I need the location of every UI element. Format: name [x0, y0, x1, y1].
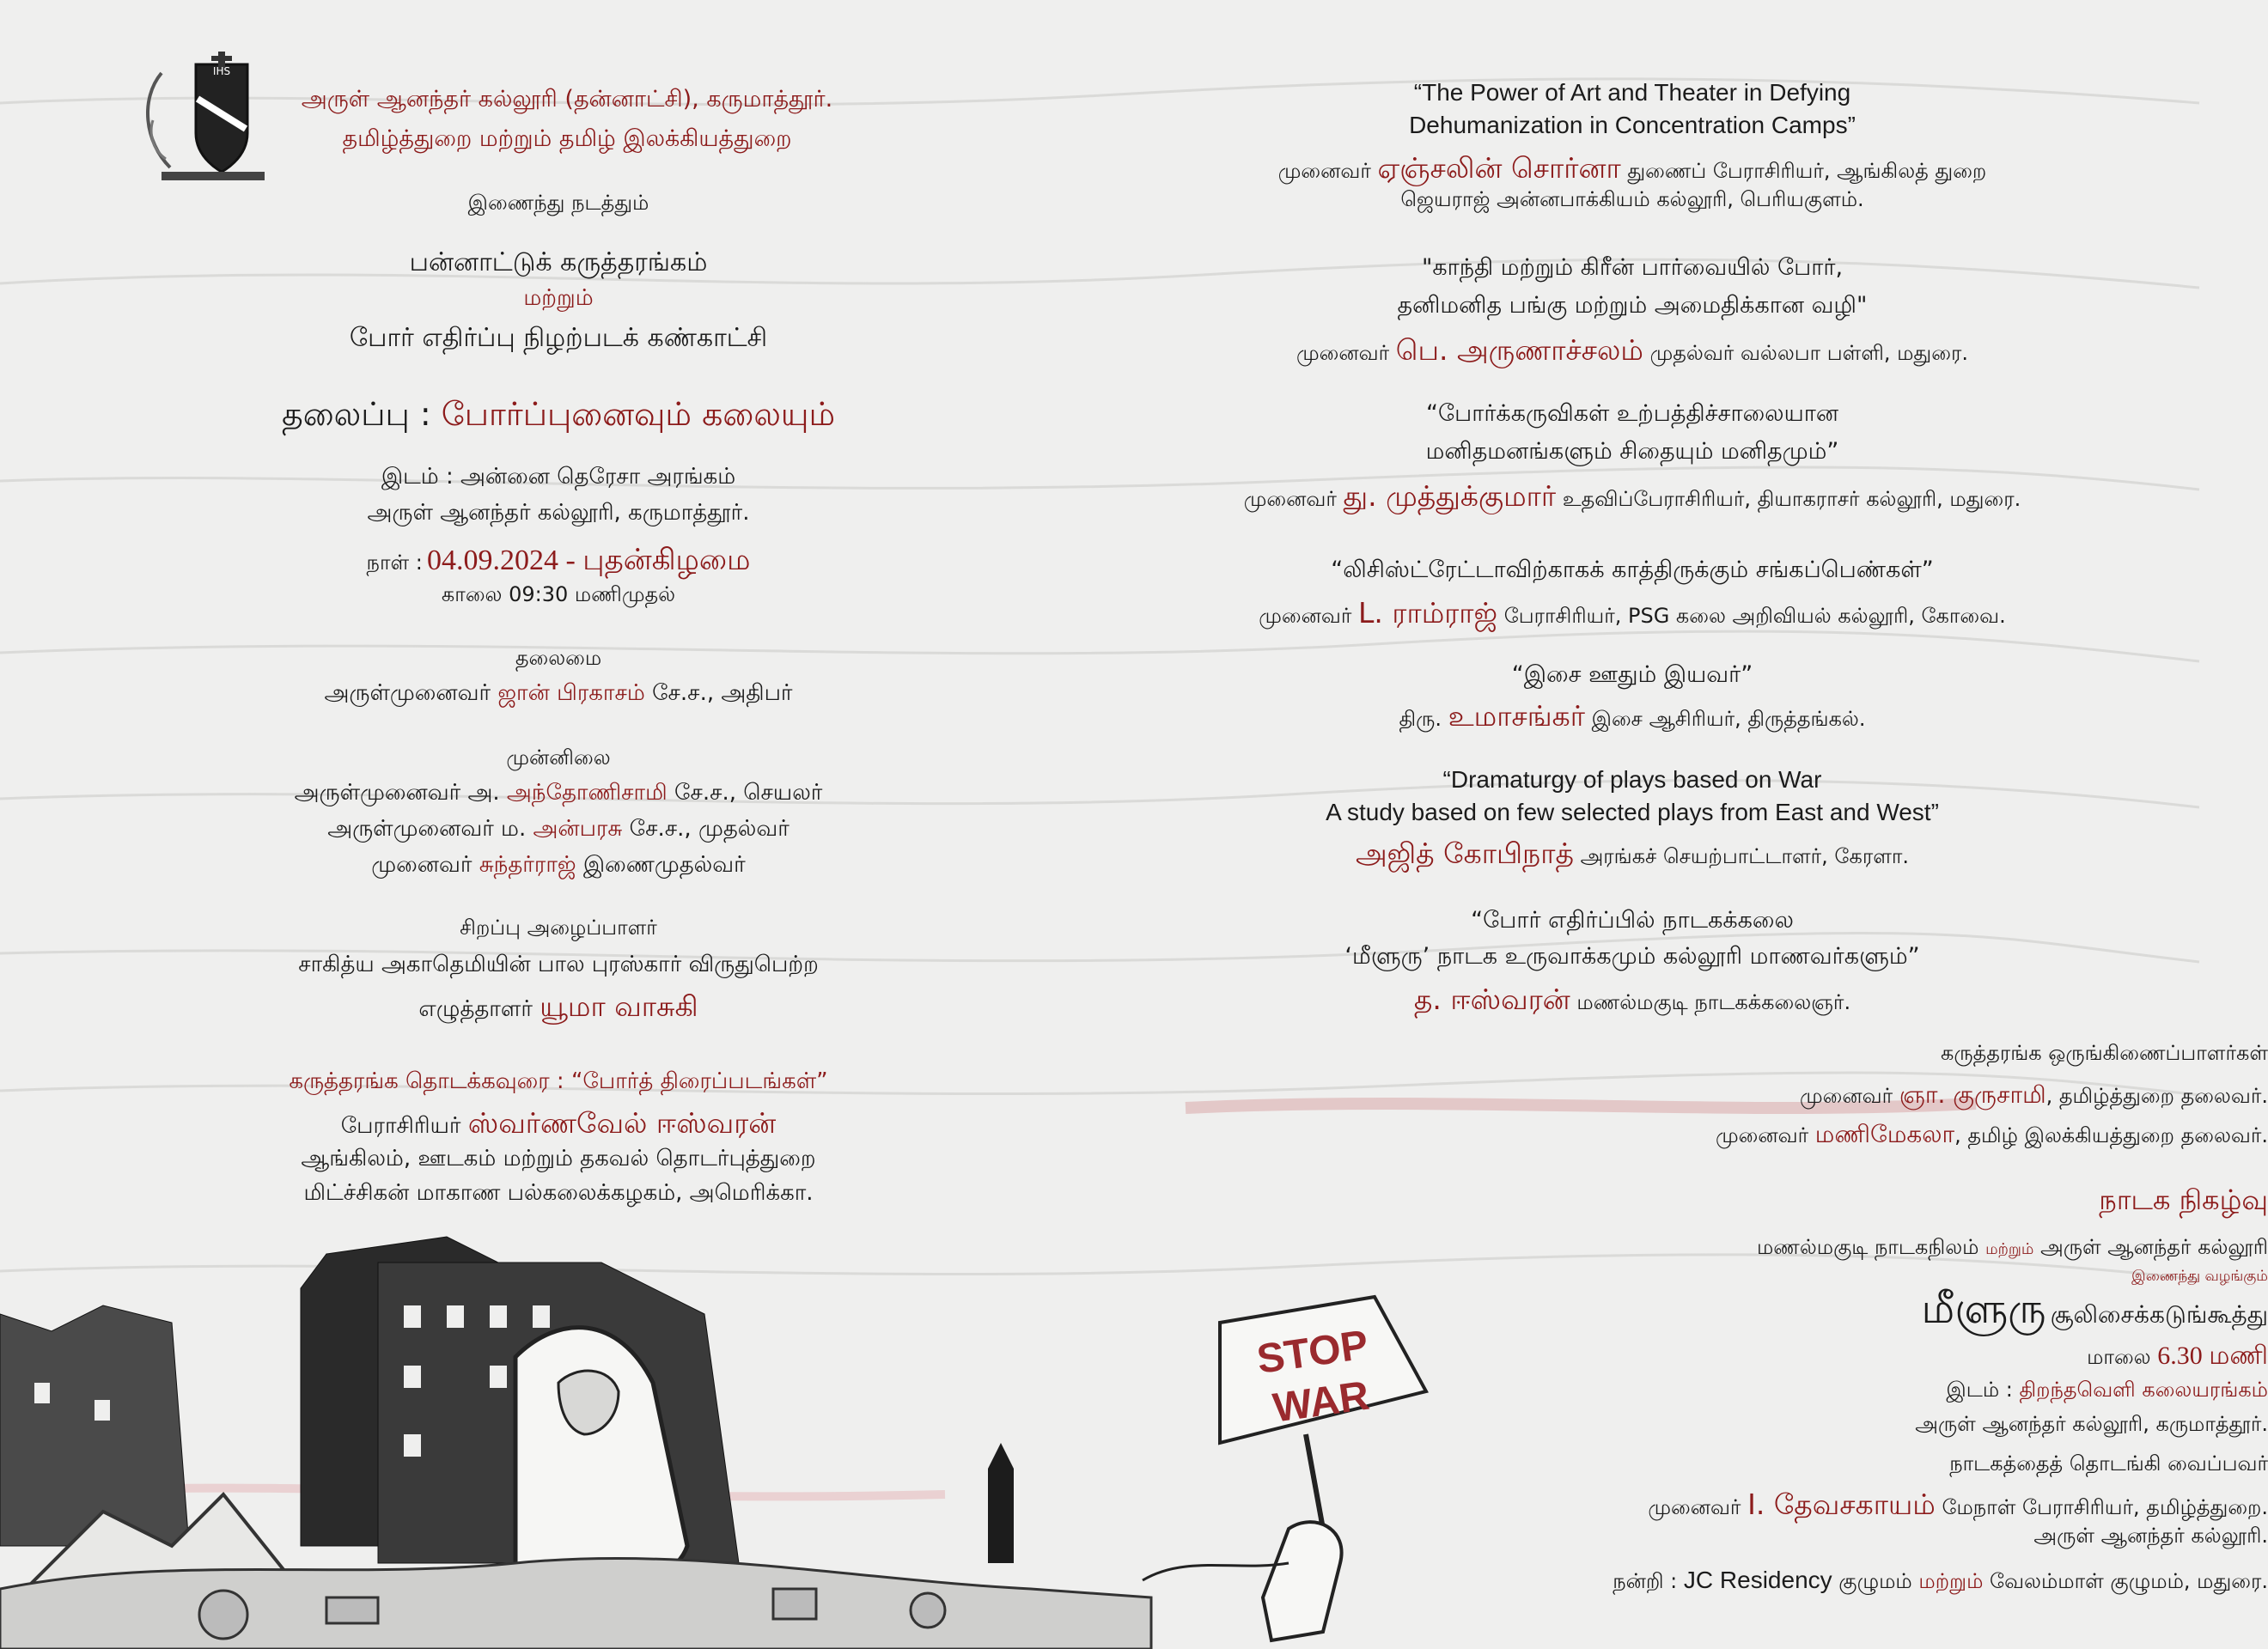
dept-name: தமிழ்த்துறை மற்றும் தமிழ் இலக்கியத்துறை	[342, 125, 792, 152]
coord-role: , தமிழ் இலக்கியத்துறை தலைவர்.	[1954, 1123, 2268, 1147]
presence-row	[0, 852, 1117, 880]
speaker-role: பேராசிரியர், PSG கலை அறிவியல் கல்லூரி, கோவை.	[1503, 604, 2006, 628]
presence-row	[0, 780, 1117, 808]
drama-open-role: மேநாள் பேராசிரியர், தமிழ்த்துறை.	[1942, 1495, 2268, 1519]
guest-name: யூமா வாசுகி	[540, 989, 698, 1023]
drama-subtitle: சூலிசைக்கடுங்கூத்து	[2050, 1300, 2268, 1329]
presence-row	[0, 816, 1117, 844]
speaker-name: அஜித் கோபிநாத்	[1355, 837, 1574, 870]
svg-text:IHS: IHS	[212, 65, 231, 77]
speaker-prefix: முனைவர்	[1296, 341, 1390, 365]
talk-speaker-row	[1117, 151, 2148, 189]
thanks-label: நன்றி :	[1613, 1569, 1678, 1593]
speaker-role-2: ஜெயராஜ் அன்னபாக்கியம் கல்லூரி, பெரியகுளம்.	[1400, 187, 1864, 211]
speaker-name: பெ. அருணாச்சலம்	[1395, 333, 1643, 367]
speaker-role: துணைப் பேராசிரியர், ஆங்கிலத் துறை	[1627, 159, 1987, 183]
presided-name: ஜான் பிரகாசம்	[497, 680, 645, 706]
thanks-group1: குழுமம்	[1838, 1569, 1912, 1593]
drama-venue-row	[1946, 1378, 2268, 1404]
talk-title: A study based on few selected plays from East and West”	[1326, 799, 1939, 825]
drama-org-row	[1757, 1235, 2268, 1262]
talk-speaker-row	[1117, 699, 2148, 737]
presence-name: அன்பரசு	[533, 816, 623, 842]
talk-title: “Dramaturgy of plays based on War	[1442, 766, 1822, 793]
drama-heading: நாடக நிகழ்வு	[2099, 1184, 2268, 1216]
coord-prefix: முனைவர்	[1799, 1084, 1893, 1108]
guest-prefix: எழுத்தாளர்	[418, 996, 533, 1022]
war-text: WAR	[1270, 1372, 1372, 1432]
talk-title: “இசை ஊதும் இயவர்”	[1511, 661, 1753, 688]
presided-label: தலைமை	[515, 646, 602, 670]
venue-line2: அருள் ஆனந்தர் கல்லூரி, கருமாத்தூர்.	[367, 500, 750, 526]
date-row	[0, 545, 1117, 581]
drama-and: மற்றும்	[1985, 1240, 2034, 1258]
drama-title-row	[1921, 1285, 2268, 1338]
coord-prefix: முனைவர்	[1716, 1123, 1809, 1147]
drama-time: 6.30 மணி	[2157, 1342, 2268, 1370]
drama-venue: திறந்தவெளி கலையரங்கம்	[2019, 1378, 2268, 1402]
talk-title: மனிதமனங்களும் சிதையும் மனிதமும்”	[1425, 438, 1839, 465]
date-label: நாள் :	[366, 551, 423, 575]
presence-suffix: இணைமுதல்வர்	[582, 852, 746, 878]
drama-time-row	[2087, 1342, 2268, 1374]
venue-line: இடம் : அன்னை தெரேசா அரங்கம்	[381, 464, 736, 490]
talk-title: தனிமனித பங்கு மற்றும் அமைதிக்கான வழி"	[1397, 292, 1868, 319]
coord-row	[1716, 1120, 2268, 1152]
talk-title: “லிசிஸ்ட்ரேட்டாவிற்காகக் காத்திருக்கும் சங்கப்பெண்கள்”	[1331, 557, 1934, 583]
and-text: மற்றும்	[523, 285, 594, 311]
stop-war-sign-illustration	[1117, 1271, 1460, 1649]
drama-org1: மணல்மகுடி நாடகநிலம்	[1756, 1235, 1979, 1259]
presence-label: முன்னிலை	[506, 745, 611, 770]
drama-title: மீளுரு	[1921, 1285, 2046, 1333]
talk-title: Dehumanization in Concentration Camps”	[1409, 112, 1856, 138]
jointly-text: இணைந்து நடத்தும்	[467, 191, 649, 215]
talk-speaker-row	[1117, 479, 2148, 517]
speaker-name: உமாசங்கர்	[1448, 699, 1585, 733]
keynote-label: கருத்தரங்க தொடக்கவுரை : “போர்த் திரைப்படங்கள்”	[289, 1068, 828, 1094]
presence-prefix: அருள்முனைவர் அ.	[294, 780, 500, 806]
keynote-dept: ஆங்கிலம், ஊடகம் மற்றும் தகவல் தொடர்புத்துறை	[301, 1146, 816, 1171]
speaker-name: ஏஞ்சலின் சொர்னா	[1377, 151, 1621, 185]
presence-prefix: முனைவர்	[371, 852, 472, 878]
speaker-role: இசை ஆசிரியர், திருத்தங்கல்.	[1591, 707, 1866, 731]
drama-open-label: நாடகத்தைத் தொடங்கி வைப்பவர்	[1949, 1451, 2268, 1476]
talk-title: “The Power of Art and Theater in Defying	[1413, 79, 1851, 106]
presence-name: சுந்தர்ராஜ்	[479, 852, 576, 878]
theme-value: போர்ப்புனைவும் கலையும்	[441, 395, 836, 433]
seminar-title: பன்னாட்டுக் கருத்தரங்கம்	[409, 247, 708, 277]
drama-org2: அருள் ஆனந்தர் கல்லூரி	[2040, 1235, 2268, 1259]
drama-open-row	[1648, 1488, 2268, 1525]
speaker-role: மணல்மகுடி நாடகக்கலைஞர்.	[1576, 990, 1851, 1014]
guest-row	[0, 989, 1117, 1027]
talk-title: “போர்க்கருவிகள் உற்பத்திச்சாலையான	[1425, 400, 1839, 427]
keynote-prefix: பேராசிரியர்	[340, 1113, 461, 1139]
presided-row	[0, 680, 1117, 709]
drama-open-name: I. தேவசகாயம்	[1747, 1488, 1936, 1521]
presided-prefix: அருள்முனைவர்	[324, 680, 491, 706]
keynote-name: ஸ்வர்ணவேல் ஈஸ்வரன்	[467, 1106, 777, 1140]
talk-title: "காந்தி மற்றும் கிரீன் பார்வையில் போர்,	[1421, 254, 1844, 281]
talk-speaker-row	[1117, 837, 2148, 874]
drama-joint: இணைந்து வழங்கும்	[2131, 1268, 2268, 1285]
coord-row	[1800, 1080, 2268, 1112]
drama-open-role2: அருள் ஆனந்தர் கல்லூரி.	[2033, 1524, 2268, 1548]
guest-label: சிறப்பு அழைப்பாளர்	[460, 916, 657, 940]
talk-title: “போர் எதிர்ப்பில் நாடகக்கலை	[1471, 907, 1794, 934]
guest-line: சாகித்ய அகாதெமியின் பால புரஸ்கார் விருதுபெற்ற	[298, 952, 819, 977]
theme-label: தலைப்பு :	[281, 395, 431, 433]
drama-time-prefix: மாலை	[2087, 1345, 2151, 1369]
presided-suffix: சே.ச., அதிபர்	[652, 680, 793, 706]
speaker-name: த. ஈஸ்வரன்	[1413, 983, 1570, 1016]
coord-role: , தமிழ்த்துறை தலைவர்.	[2045, 1084, 2268, 1108]
drama-venue2: அருள் ஆனந்தர் கல்லூரி, கருமாத்தூர்.	[1915, 1412, 2268, 1436]
speaker-prefix: முனைவர்	[1243, 487, 1337, 511]
thanks-org2: வேலம்மாள் குழுமம், மதுரை.	[1990, 1569, 2268, 1593]
college-emblem-icon	[136, 47, 282, 189]
speaker-role: உதவிப்பேராசிரியர், தியாகராசர் கல்லூரி, மதுரை.	[1562, 487, 2021, 511]
presence-suffix: சே.ச., செயலர்	[674, 780, 823, 806]
talk-speaker-row	[1117, 333, 2148, 371]
coord-name: மணிமேகலா	[1814, 1120, 1955, 1148]
talk-title: ‘மீளுரு’ நாடக உருவாக்கமும் கல்லூரி மாணவர்களும்”	[1344, 943, 1920, 970]
speaker-prefix: முனைவர்	[1277, 159, 1371, 183]
speaker-prefix: திரு.	[1399, 707, 1442, 731]
presence-name: அந்தோணிசாமி	[506, 780, 668, 806]
speaker-name: து. முத்துக்குமார்	[1343, 479, 1557, 513]
keynote-row	[0, 1106, 1117, 1144]
presence-suffix: சே.ச., முதல்வர்	[629, 816, 790, 842]
talk-speaker-row	[1117, 596, 2148, 634]
stop-text: STOP	[1253, 1322, 1371, 1383]
speaker-prefix: முனைவர்	[1259, 604, 1352, 628]
coord-label: கருத்தரங்க ஒருங்கிணைப்பாளர்கள்	[1940, 1041, 2268, 1065]
thanks-and: மற்றும்	[1918, 1569, 1984, 1593]
speaker-role: அரங்கச் செயற்பாட்டாளர், கேரளா.	[1580, 844, 1910, 868]
exhibition-title: போர் எதிர்ப்பு நிழற்படக் கண்காட்சி	[349, 323, 768, 353]
speaker-role: முதல்வர் வல்லபா பள்ளி, மதுரை.	[1649, 341, 1968, 365]
keynote-univ: மிட்ச்சிகன் மாகாண பல்கலைக்கழகம், அமெரிக்கா.	[303, 1180, 814, 1206]
speaker-name: L. ராம்ராஜ்	[1358, 596, 1498, 630]
talk-speaker-row	[1117, 983, 2148, 1020]
date-value: 04.09.2024 - புதன்கிழமை	[426, 545, 751, 576]
drama-open-prefix: முனைவர்	[1648, 1495, 1741, 1519]
theme	[0, 395, 1117, 438]
thanks-org1: JC Residency	[1683, 1567, 1832, 1593]
thanks-row	[1613, 1567, 2268, 1596]
coord-name: ஞா. குருசாமி	[1899, 1080, 2046, 1109]
war-rubble-illustration	[0, 1185, 1151, 1649]
college-name: அருள் ஆனந்தர் கல்லூரி (தன்னாட்சி), கருமாத்தூர்.	[301, 86, 833, 113]
time-text: காலை 09:30 மணிமுதல்	[441, 582, 676, 606]
drama-venue-label: இடம் :	[1946, 1378, 2013, 1402]
presence-prefix: அருள்முனைவர் ம.	[327, 816, 527, 842]
